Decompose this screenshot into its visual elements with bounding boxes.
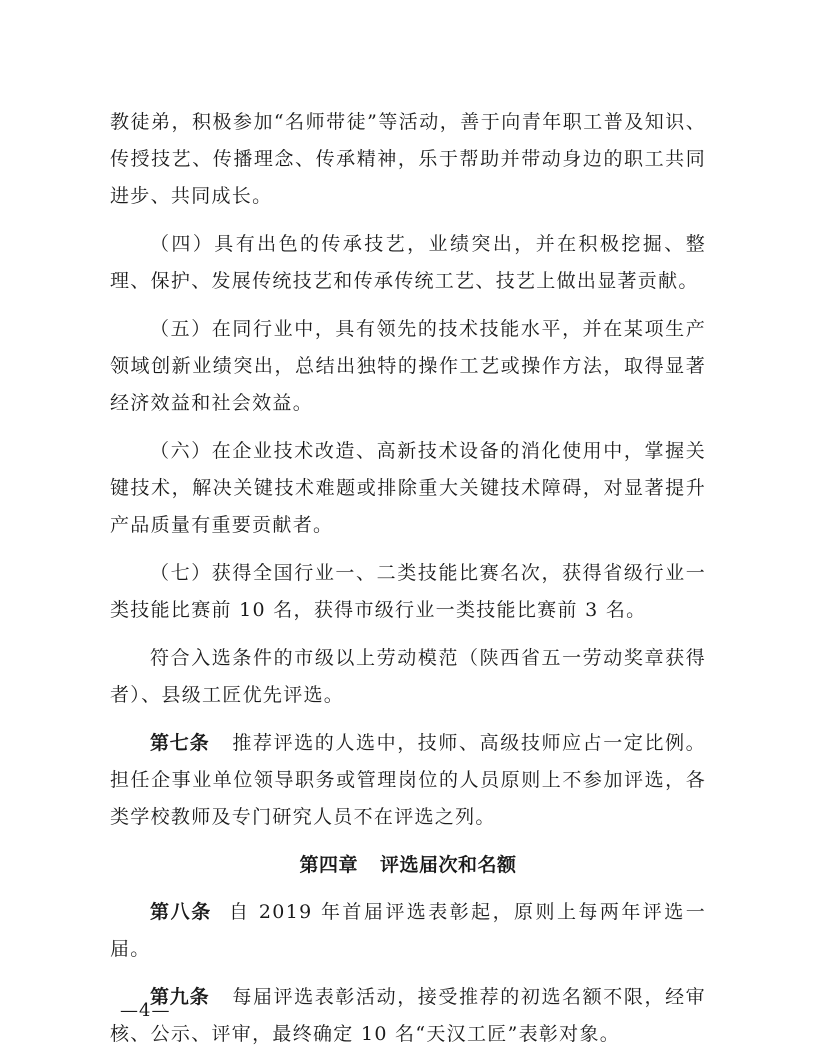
article-7-text: 推荐评选的人选中，技师、高级技师应占一定比例。担任企事业单位领导职务或管理岗位的人员原则上不参加评选，各类学校教师及专门研究人员不在评选之列。 <box>110 732 706 828</box>
article-7-label: 第七条 <box>150 732 210 754</box>
document-body <box>110 104 706 1064</box>
paragraph-continuation: 教徒弟，积极参加“名师带徒”等活动，善于向青年职工普及知识、传授技艺、传播理念、传承精神，乐于帮助并带动身边的职工共同进步、共同成长。 <box>110 111 706 207</box>
article-8 <box>110 894 706 968</box>
paragraph-item-7: （七）获得全国行业一、二类技能比赛名次，获得省级行业一类技能比赛前 10 名，获得市级行业一类技能比赛前 3 名。 <box>110 562 706 621</box>
chapter-title: 评选届次和名额 <box>380 854 517 876</box>
paragraph-item-6: （六）在企业技术改造、高新技术设备的消化使用中，掌握关键技术，解决关键技术难题或排除重大关键技术障碍，对显著提升产品质量有重要贡献者。 <box>110 440 706 536</box>
chapter-number: 第四章 <box>299 854 358 876</box>
article-7 <box>110 725 706 836</box>
article-8-text: 自 2019 年首届评选表彰起，原则上每两年评选一届。 <box>110 901 706 960</box>
paragraph-item-5: （五）在同行业中，具有领先的技术技能水平，并在某项生产领域创新业绩突出，总结出独特的操作工艺或操作方法，取得显著经济效益和社会效益。 <box>110 318 706 414</box>
paragraph-item-4: （四）具有出色的传承技艺，业绩突出，并在积极挖掘、整理、保护、发展传统技艺和传承传统工艺、技艺上做出显著贡献。 <box>110 233 706 292</box>
article-8-label: 第八条 <box>150 901 212 923</box>
article-9-label: 第九条 <box>150 986 210 1008</box>
article-9 <box>110 979 706 1053</box>
article-9-text: 每届评选表彰活动，接受推荐的初选名额不限，经审核、公示、评审，最终确定 10 名“天汉工匠”表彰对象。 <box>110 986 706 1045</box>
paragraph-priority-note: 符合入选条件的市级以上劳动模范（陕西省五一劳动奖章获得者）、县级工匠优先评选。 <box>110 647 706 706</box>
page-number: —4— <box>120 1000 171 1021</box>
chapter-heading <box>110 847 706 884</box>
